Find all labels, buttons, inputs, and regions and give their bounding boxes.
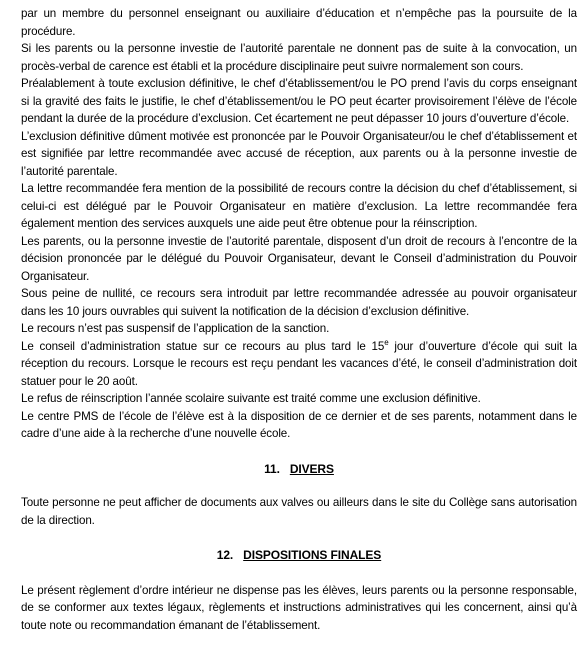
paragraph-appeal-deadline: Sous peine de nullité, ce recours sera introduit par lettre recommandée adressée au pouvoir organisateur dans les 10 jours ouvrables qui suivent la notification de la décision d’exclusion définitive. [21,287,577,318]
council-ruling-text-end: jour d’ouverture d’école qui suit la réception du recours. Lorsque le recours est reçu pendant les vacances d’été, le conseil d’administration doit statuer pour le 20 août. [21,339,577,388]
section-11-heading [21,461,577,479]
ordinal-superscript: e [384,337,389,347]
section-11-number: 11. [264,461,280,476]
paragraph-right-of-appeal: Les parents, ou la personne investie de l’autorité parentale, disposent d’un droit de recours à l’encontre de la décision prononcée par le délégué du Pouvoir Organisateur, devant le Conseil d’administration du Pouvoir Organisateur. [21,234,577,283]
council-ruling-text-start: Le conseil d’administration statue sur ce recours au plus tard le 15 [21,339,385,353]
paragraph-reenrollment-refusal: Le refus de réinscription l’année scolaire suivante est traité comme une exclusion définitive. [21,392,481,405]
paragraph-prior-exclusion: Préalablement à toute exclusion définitive, le chef d’établissement/ou le PO prend l’avis du corps enseignant si la gravité des faits le justifie, le chef d’établissement/ou le PO peut écarter provisoirement l’élève de l’école pendant la durée de la procédure d’exclusion. Cet écartement ne peut dépasser 10 jours d’ouverture d’école. [21,77,577,125]
section-11-title: DIVERS [289,461,334,476]
section-12-heading [21,547,577,565]
paragraph-exclusion-notification: L’exclusion définitive dûment motivée est prononcée par le Pouvoir Organisateur/ou le chef d’établissement et est signifiée par lettre recommandée avec accusé de réception, aux parents ou à la personne investie de l’autorité parentale. [21,129,577,178]
paragraph-procedure-continuation: par un membre du personnel enseignant ou auxiliaire d’éducation et n’empêche pas la poursuite de la procédure. [21,7,577,38]
section-11-body: Toute personne ne peut afficher de documents aux valves ou ailleurs dans le site du Collège sans autorisation de la direction. [21,496,577,527]
document-page [21,5,577,634]
section-12-title: DISPOSITIONS FINALES [243,548,382,562]
section-12-body: Le présent règlement d’ordre intérieur ne dispense pas les élèves, leurs parents ou la personne responsable, de se conformer aux textes légaux, règlements et instructions administratives qui les concernent, ainsi qu’à toute note ou recommandation émanant de l’établissement. [21,583,577,632]
paragraph-recommended-letter: La lettre recommandée fera mention de la possibilité de recours contre la décision du chef d’établissement, si celui-ci est délégué par le Pouvoir Organisateur en matière d’exclusion. La lettre recommandée fera également mention des services auxquels une aide peut être obtenue pour la réinscription. [21,182,577,230]
paragraph-pms-center: Le centre PMS de l’école de l’élève est à la disposition de ce dernier et de ses parents, notamment dans le cadre d’une aide à la recherche d’une nouvelle école. [21,409,577,440]
paragraph-non-suspensive: Le recours n’est pas suspensif de l’application de la sanction. [21,322,330,335]
paragraph-convocation-no-response: Si les parents ou la personne investie de l’autorité parentale ne donnent pas de suite à la convocation, un procès-verbal de carence est établi et la procédure disciplinaire peut suivre normalement son cours. [21,42,577,73]
section-12-number: 12. [216,548,234,562]
paragraph-council-ruling [21,338,577,391]
